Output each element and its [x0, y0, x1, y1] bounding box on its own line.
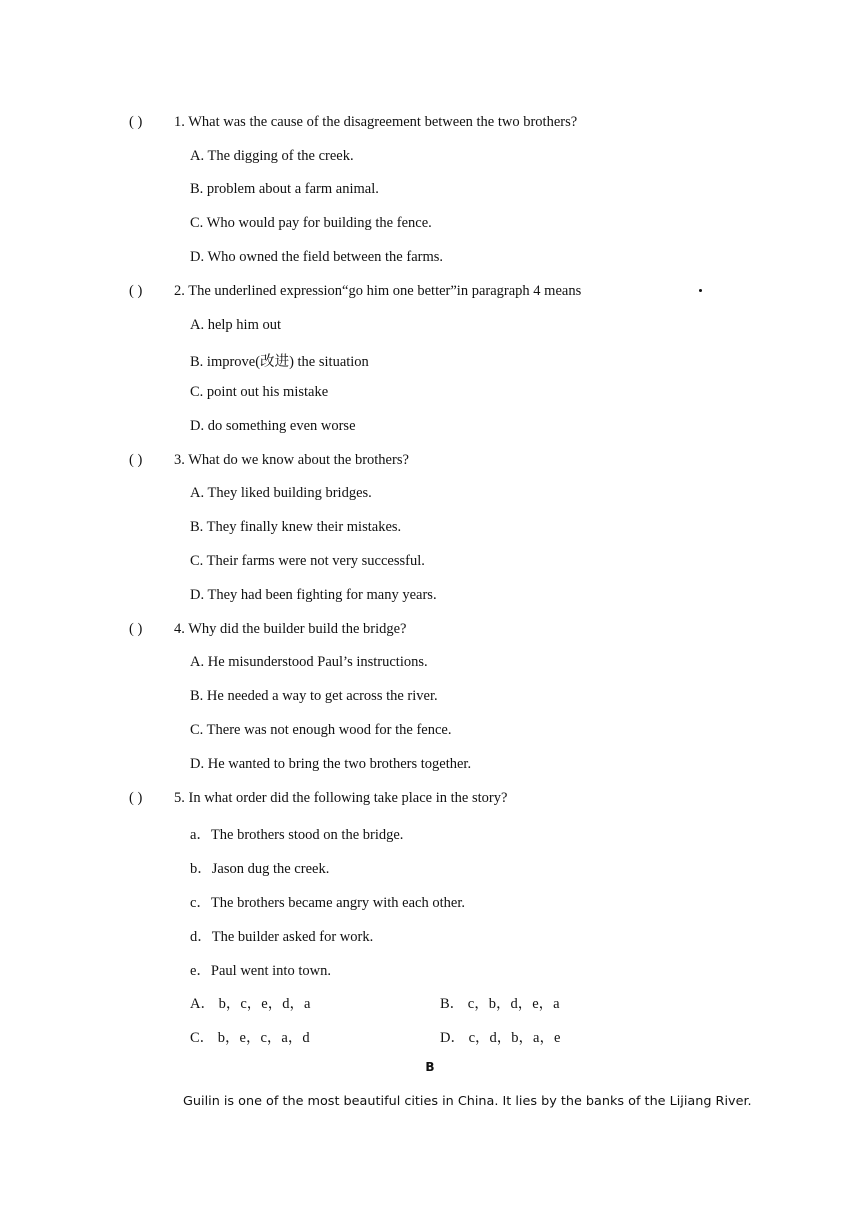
event-b: b．Jason dug the creek. — [190, 861, 330, 877]
bullet-dot — [699, 289, 702, 292]
answer-blank[interactable]: ( ) — [129, 452, 143, 468]
question-4-stem: 4. Why did the builder build the bridge? — [174, 621, 407, 637]
question-5-choice-a: A． b，c，e，d，a — [190, 996, 311, 1012]
answer-blank[interactable]: ( ) — [129, 621, 143, 637]
event-c: c．The brothers became angry with each other. — [190, 895, 465, 911]
question-4-option-d: D. He wanted to bring the two brothers together. — [190, 756, 472, 772]
answer-blank[interactable]: ( ) — [129, 114, 143, 130]
question-5-choice-d: D． c，d，b，a，e — [440, 1030, 561, 1046]
question-4-option-b: B. He needed a way to get across the river. — [190, 688, 438, 704]
question-1-option-a: A. The digging of the creek. — [190, 148, 354, 164]
question-2-option-b: B. improve(改进) the situation — [190, 354, 369, 370]
section-heading: B — [425, 1060, 435, 1074]
question-3-option-c: C. Their farms were not very successful. — [190, 553, 425, 569]
question-2-option-a: A. help him out — [190, 317, 282, 333]
event-d: d．The builder asked for work. — [190, 929, 374, 945]
answer-blank[interactable]: ( ) — [129, 790, 143, 806]
question-1-option-d: D. Who owned the field between the farms. — [190, 249, 443, 265]
question-5-stem: 5. In what order did the following take place in the story? — [174, 790, 508, 806]
event-e: e．Paul went into town. — [190, 963, 331, 979]
question-1-option-c: C. Who would pay for building the fence. — [190, 215, 432, 231]
question-2-stem: 2. The underlined expression“go him one better”in paragraph 4 means — [174, 283, 582, 299]
question-3-option-b: B. They finally knew their mistakes. — [190, 519, 402, 535]
question-3-stem: 3. What do we know about the brothers? — [174, 452, 409, 468]
question-1-stem: 1. What was the cause of the disagreement between the two brothers? — [174, 114, 578, 130]
question-3-option-d: D. They had been fighting for many years. — [190, 587, 437, 603]
question-5-choice-c: C． b，e，c，a，d — [190, 1030, 310, 1046]
question-4-option-c: C. There was not enough wood for the fence. — [190, 722, 452, 738]
event-a: a．The brothers stood on the bridge. — [190, 827, 404, 843]
question-1-option-b: B. problem about a farm animal. — [190, 181, 379, 197]
passage-paragraph: Guilin is one of the most beautiful cities in China. It lies by the banks of the Lijiang River. — [183, 1094, 752, 1109]
question-2-option-c: C. point out his mistake — [190, 384, 329, 400]
question-5-choice-b: B． c，b，d，e，a — [440, 996, 560, 1012]
question-3-option-a: A. They liked building bridges. — [190, 485, 372, 501]
question-4-option-a: A. He misunderstood Paul’s instructions. — [190, 654, 428, 670]
answer-blank[interactable]: ( ) — [129, 283, 143, 299]
question-2-option-d: D. do something even worse — [190, 418, 356, 434]
